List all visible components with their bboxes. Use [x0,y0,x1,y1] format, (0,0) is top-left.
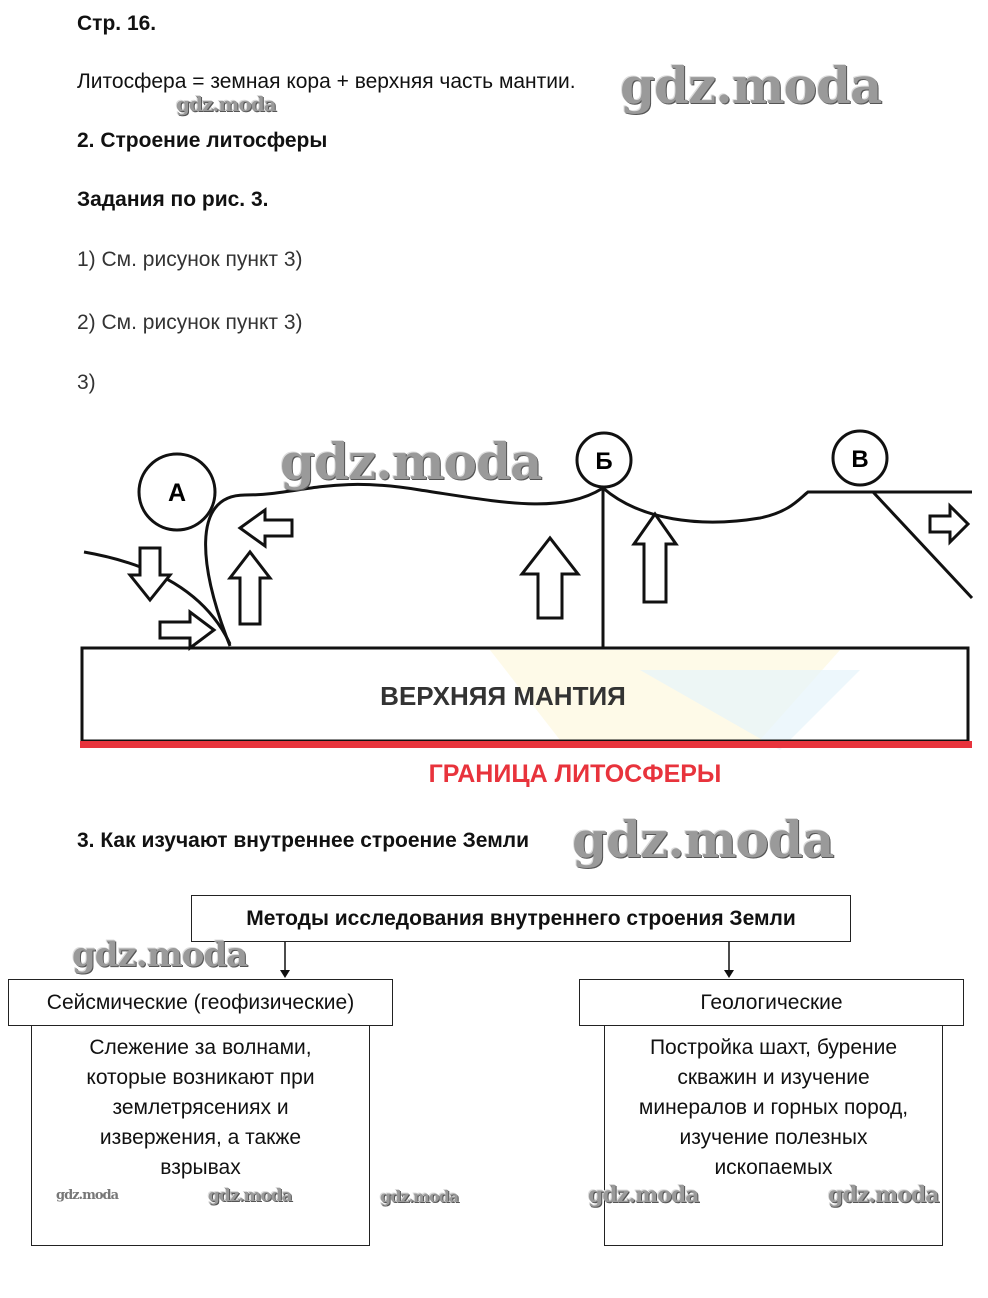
mantle-label: ВЕРХНЯЯ МАНТИЯ [380,681,626,711]
arrow-up-icon [230,552,270,624]
task-item-2: 2) См. рисунок пункт 3) [77,311,303,334]
watermark: gdz.moda [56,1188,119,1203]
arrow-right-v-icon [930,506,968,542]
page-label: Стр. 16. [77,12,157,35]
label-b: Б [595,448,613,475]
lithosphere-boundary-line [80,741,972,748]
arrow-down-icon [130,548,170,600]
geological-title: Геологические [700,990,843,1014]
methods-title: Методы исследования внутреннего строения Земли [246,906,796,930]
watermark: gdz.moda [280,432,542,491]
arrow-left-icon [240,510,292,546]
watermark: gdz.moda [828,1182,939,1208]
task-item-1: 1) См. рисунок пункт 3) [77,248,303,271]
geological-line-2: скважин и изучение [677,1066,870,1089]
label-v: В [851,446,869,473]
watermark: gdz.moda [380,1187,459,1206]
methods-title-box [191,895,851,942]
seismic-line-5: взрывах [160,1156,241,1179]
section-3-title: 3. Как изучают внутреннее строение Земли [77,829,529,852]
geological-line-3: минералов и горных пород, [638,1096,909,1119]
arrow-up-right-icon [634,514,676,602]
fault-line-v [873,492,972,598]
watermark: gdz.moda [620,56,882,115]
watermark: gdz.moda [588,1182,699,1208]
watermark: gdz.moda [208,1186,292,1206]
arrow-head-left-icon [280,970,290,978]
watermark: gdz.moda [572,810,834,869]
seismic-title-box [8,979,393,1026]
lithosphere-definition: Литосфера = земная кора + верхняя часть мантии. [77,70,576,93]
seismic-line-1: Слежение за волнами, [89,1036,312,1059]
geological-line-5: ископаемых [714,1156,833,1179]
geological-line-4: изучение полезных [679,1126,868,1149]
seismic-line-4: извержения, а также [99,1126,302,1149]
tasks-title: Задания по рис. 3. [77,188,269,211]
boundary-label: ГРАНИЦА ЛИТОСФЕРЫ [428,760,722,788]
seismic-line-3: землетрясениях и [112,1096,289,1119]
arrow-up-large-icon [522,538,578,618]
arrow-head-right-icon [724,970,734,978]
section-2-title: 2. Строение литосферы [77,129,328,152]
label-a: А [167,479,187,507]
seismic-line-2: которые возникают при [86,1066,315,1089]
seismic-description-box [31,1025,370,1246]
watermark: gdz.moda [72,935,248,975]
geological-line-1: Постройка шахт, бурение [649,1036,898,1059]
task-item-3: 3) [77,371,96,394]
geological-description-box [604,1025,943,1246]
watermark: gdz.moda [176,92,276,116]
arrow-right-icon [160,612,214,648]
seismic-title: Сейсмические (геофизические) [46,990,355,1014]
geological-title-box [579,979,964,1026]
